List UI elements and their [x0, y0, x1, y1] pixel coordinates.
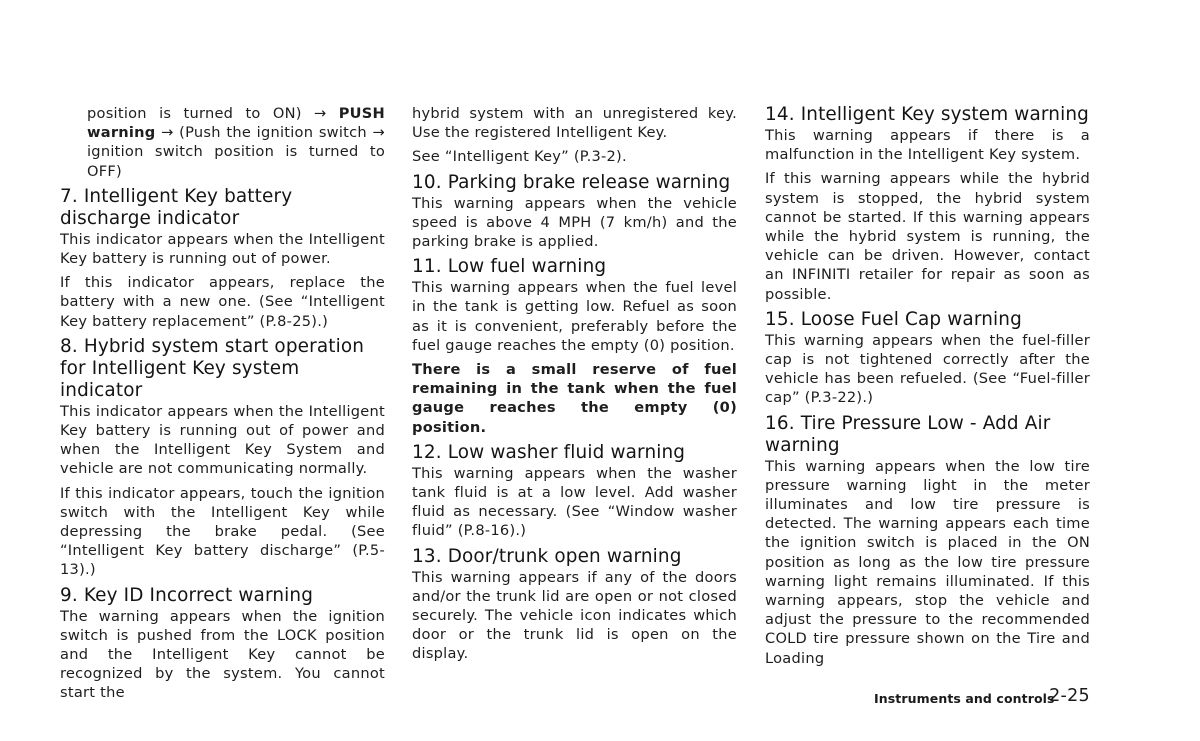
body-paragraph: This warning appears when the washer tank fluid is at a low level. Add washer fluid as necessary. (See “Window washer fluid” (P.8-16).) — [412, 464, 737, 540]
bold-text: PUSH warning — [87, 105, 385, 142]
text-run: position is turned to ON) → — [87, 105, 339, 122]
body-paragraph: This indicator appears when the Intelligent Key battery is running out of power and when the Intelligent Key System and vehicle are not communicating normally. — [60, 402, 385, 478]
section-heading: 16. Tire Pressure Low - Add Air warning — [765, 412, 1051, 456]
bold-text: There is a small reserve of fuel remaining in the tank when the fuel gauge reaches the empty (0) position. — [412, 361, 737, 436]
text-run: → (Push the ignition switch → ignition switch position is turned to OFF) — [87, 124, 385, 180]
body-paragraph: This warning appears when the fuel level in the tank is getting low. Refuel as soon as it is convenient, preferably before the fuel gauge reaches the empty (0) position. — [412, 279, 737, 354]
body-paragraph: hybrid system with an unregistered key. Use the registered Intelligent Key. — [412, 105, 737, 142]
body-paragraph: This warning appears when the vehicle speed is above 4 MPH (7 km/h) and the parking brake is applied. — [412, 194, 737, 251]
footer-section-title: Instruments and controls — [874, 691, 1055, 706]
page-number: 2-25 — [1049, 686, 1090, 706]
section-heading: 7. Intelligent Key battery discharge indicator — [60, 185, 293, 229]
column-middle — [412, 104, 737, 669]
body-paragraph: This warning appears when the fuel-filler cap is not tightened correctly after the vehicle has been refueled. (See “Fuel-filler cap” (P.3-22).) — [765, 331, 1090, 407]
page-footer — [874, 688, 1090, 707]
body-paragraph: This warning appears if there is a malfunction in the Intelligent Key system. — [765, 127, 1090, 164]
body-paragraph: If this indicator appears, replace the battery with a new one. (See “Intelligent Key battery replacement” (P.8-25).) — [60, 274, 385, 330]
body-paragraph: If this warning appears while the hybrid system is stopped, the hybrid system cannot be started. If this warning appears while the hybrid system is running, the vehicle can be driven. However, contact an INFINITI retailer for repair as soon as possible. — [765, 170, 1090, 303]
body-paragraph: The warning appears when the ignition switch is pushed from the LOCK position and the Intelligent Key cannot be recognized by the system. You cannot start the — [60, 607, 385, 702]
section-heading: 9. Key ID Incorrect warning — [60, 584, 314, 606]
section-heading: 15. Loose Fuel Cap warning — [765, 308, 1022, 330]
column-right — [765, 104, 1090, 673]
body-paragraph: This warning appears when the low tire pressure warning light in the meter illuminates and low tire pressure is detected. The warning appears each time the ignition switch is placed in the ON position as long as the low tire pressure warning light remains illuminated. If this warning appears, stop the vehicle and adjust the pressure to the recommended COLD tire pressure shown on the Tire and Loading — [765, 457, 1090, 667]
body-paragraph — [412, 360, 737, 437]
body-paragraph: This warning appears if any of the doors and/or the trunk lid are open or not closed securely. The vehicle icon indicates which door or the trunk lid is open on the display. — [412, 568, 737, 663]
body-paragraph — [87, 104, 385, 181]
body-paragraph: If this indicator appears, touch the ignition switch with the Intelligent Key while depressing the brake pedal. (See “Intelligent Key battery discharge” (P.5-13).) — [60, 484, 385, 579]
body-paragraph: This indicator appears when the Intelligent Key battery is running out of power. — [60, 230, 385, 268]
column-left — [60, 104, 385, 708]
section-heading: 10. Parking brake release warning — [412, 171, 731, 193]
section-heading: 14. Intelligent Key system warning — [765, 104, 1089, 125]
section-heading: 8. Hybrid system start operation for Intelligent Key system indicator — [60, 335, 365, 401]
body-paragraph: See “Intelligent Key” (P.3-2). — [412, 148, 627, 166]
section-heading: 11. Low fuel warning — [412, 256, 607, 278]
section-heading: 13. Door/trunk open warning — [412, 545, 682, 567]
section-heading: 12. Low washer fluid warning — [412, 441, 686, 463]
